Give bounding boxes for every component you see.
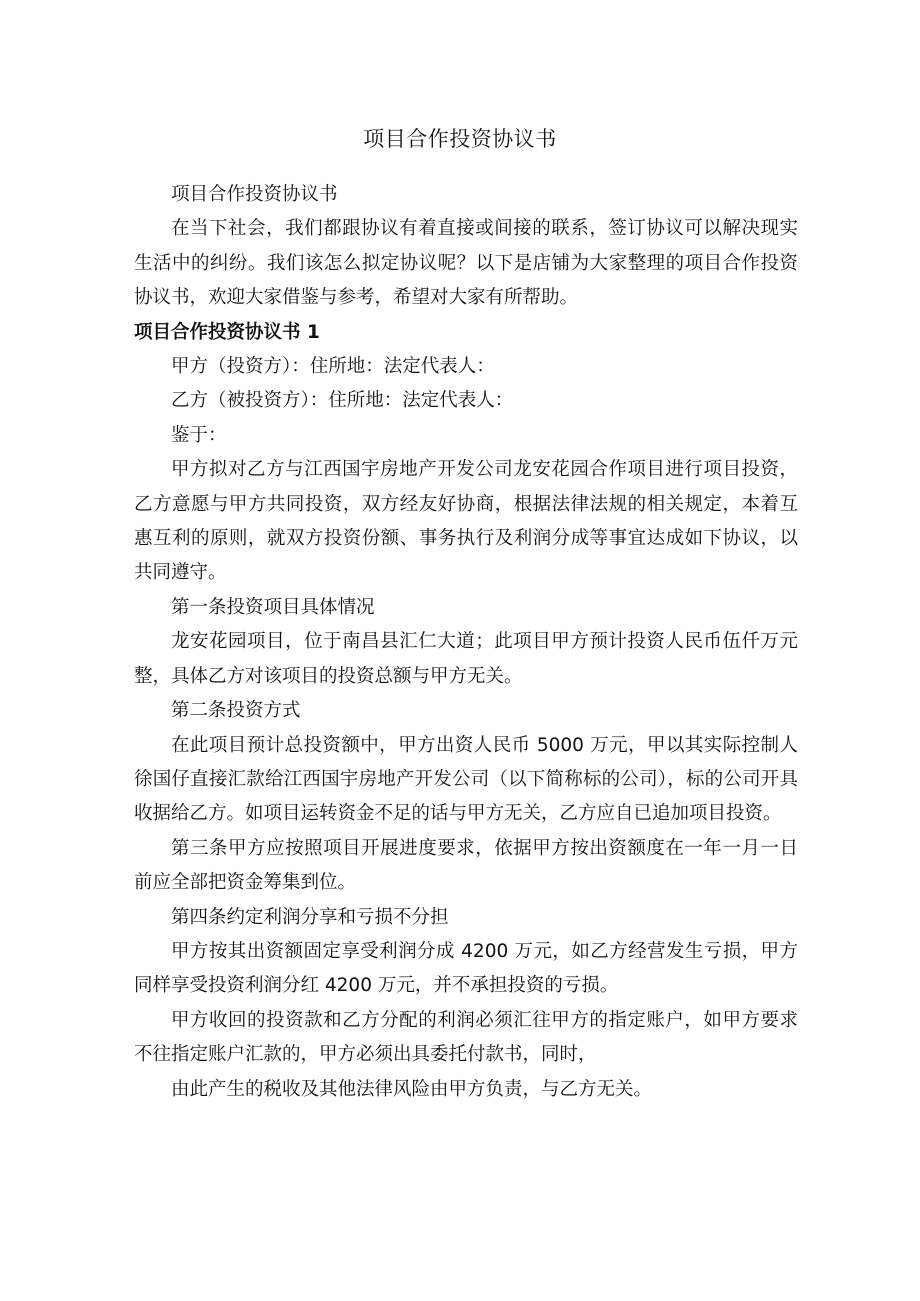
whereas-line: 鉴于： bbox=[171, 424, 227, 446]
intro-paragraph: 在当下社会，我们都跟协议有着直接或间接的联系，签订协议可以解决现实生活中的纠纷。我们该怎么拟定协议呢？以下是店铺为大家整理的项目合作投资协议书，欢迎大家借鉴与参考，希望对大家有所帮助。 bbox=[134, 218, 798, 309]
article-3: 第三条甲方应按照项目开展进度要求，依据甲方按出资额度在一年一月一日前应全部把资金筹集到位。 bbox=[134, 837, 798, 894]
article-4-title: 第四条约定利润分享和亏损不分担 bbox=[171, 906, 449, 928]
party-a-line: 甲方（投资方）：住所地：法定代表人： bbox=[171, 356, 495, 378]
article-2-title: 第二条投资方式 bbox=[171, 700, 301, 722]
document-body bbox=[134, 178, 798, 1107]
paragraph: 由此产生的税收及其他法律风险由甲方负责，与乙方无关。 bbox=[171, 1078, 653, 1100]
paragraph: 项目合作投资协议书 bbox=[171, 184, 338, 205]
paragraph: 龙安花园项目，位于南昌县汇仁大道；此项目甲方预计投资人民币伍仟万元整，具体乙方对该项目的投资总额与甲方无关。 bbox=[134, 631, 798, 687]
paragraph: 在此项目预计总投资额中，甲方出资人民币 5000 万元，甲以其实际控制人徐国仔直接汇款给江西国宇房地产开发公司（以下简称标的公司），标的公司开具收据给乙方。如项目运转资金不足的话与甲方无关，乙方应自已追加项目投资。 bbox=[134, 734, 798, 825]
paragraph: 甲方拟对乙方与江西国宇房地产开发公司龙安花园合作项目进行项目投资，乙方意愿与甲方共同投资，双方经友好协商，根据法律法规的相关规定，本着互惠互利的原则，就双方投资份额、事务执行及利润分成等事宜达成如下协议，以共同遵守。 bbox=[134, 459, 798, 584]
document-title: 项目合作投资协议书 bbox=[363, 127, 557, 151]
section-heading: 项目合作投资协议书 1 bbox=[134, 321, 320, 343]
paragraph: 甲方收回的投资款和乙方分配的利润必须汇往甲方的指定账户，如甲方要求不往指定账户汇款的，甲方必须出具委托付款书，同时， bbox=[134, 1009, 798, 1066]
paragraph: 甲方按其出资额固定享受利润分成 4200 万元，如乙方经营发生亏损，甲方同样享受投资利润分红 4200 万元，并不承担投资的亏损。 bbox=[134, 940, 798, 997]
article-1-title: 第一条投资项目具体情况 bbox=[171, 596, 375, 618]
party-b-line: 乙方（被投资方）：住所地：法定代表人： bbox=[171, 390, 514, 412]
